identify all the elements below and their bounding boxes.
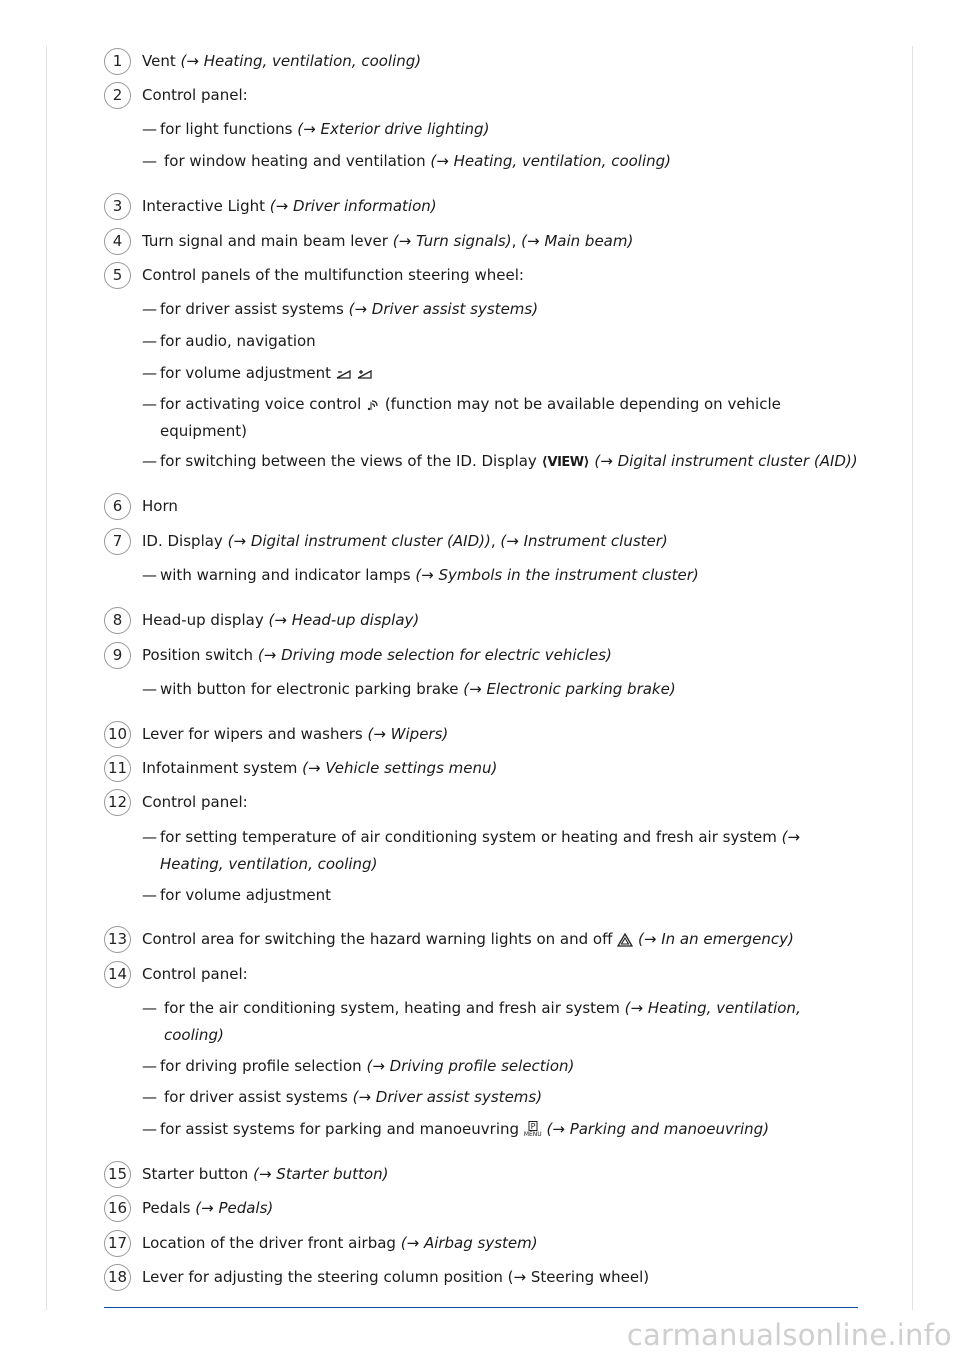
- item-text: Control panel:: [142, 793, 248, 811]
- item-number-badge: 11: [104, 755, 131, 782]
- item-text: Position switch: [142, 646, 254, 664]
- cross-reference[interactable]: (→ Parking and manoeuvring): [546, 1120, 770, 1138]
- item-number-badge: 13: [104, 926, 131, 953]
- parking-menu-icon: P MENU: [523, 1121, 542, 1138]
- item-text: Control area for switching the hazard warning lights on and off: [142, 930, 613, 948]
- item-text: Pedals: [142, 1199, 191, 1217]
- item-text: Head-up display: [142, 611, 264, 629]
- item-number-badge: 8: [104, 607, 131, 634]
- item-text: Control panel:: [142, 965, 248, 983]
- cross-reference[interactable]: (→ Exterior drive lighting): [297, 120, 490, 138]
- cross-reference[interactable]: (→ Driver information): [269, 197, 437, 215]
- cross-reference[interactable]: (→ Main beam): [521, 232, 634, 250]
- hazard-warning-icon: [617, 933, 633, 947]
- cross-reference[interactable]: (→ Steering wheel): [507, 1268, 650, 1286]
- cross-reference[interactable]: (→ Symbols in the instrument cluster): [415, 566, 699, 584]
- cross-reference[interactable]: (→ Driver assist systems): [348, 300, 539, 318]
- sub-item: — for the air conditioning system, heating and fresh air system (→ Heating, ventilation, cooling): [142, 999, 801, 1044]
- left-margin-line: [46, 46, 47, 1310]
- item-text: Lever for adjusting the steering column position: [142, 1268, 503, 1286]
- item-number-badge: 3: [104, 193, 131, 220]
- cross-reference[interactable]: (→ Vehicle settings menu): [302, 759, 498, 777]
- item-text: ID. Display: [142, 532, 223, 550]
- item-number-badge: 14: [104, 961, 131, 988]
- cross-reference[interactable]: (→ Heating, ventilation, cooling): [430, 152, 672, 170]
- volume-up-icon: [357, 368, 373, 380]
- item-text: Starter button: [142, 1165, 249, 1183]
- item-number-badge: 15: [104, 1161, 131, 1188]
- item-text: Vent: [142, 52, 176, 70]
- cross-reference[interactable]: (→ Pedals): [195, 1199, 274, 1217]
- cross-reference[interactable]: (→ Turn signals): [392, 232, 512, 250]
- volume-down-icon: [336, 368, 352, 380]
- cross-reference[interactable]: (→ Instrument cluster): [500, 532, 668, 550]
- svg-text:P: P: [530, 1121, 536, 1131]
- cross-reference[interactable]: (→ Electronic parking brake): [463, 680, 676, 698]
- item-number-badge: 7: [104, 528, 131, 555]
- cross-reference[interactable]: (→ Digital instrument cluster (AID)): [594, 452, 858, 470]
- item-number-badge: 9: [104, 642, 131, 669]
- item-number-badge: 18: [104, 1264, 131, 1291]
- item-number-badge: 12: [104, 789, 131, 816]
- cross-reference[interactable]: (→ Heating, ventilation, cooling): [160, 828, 801, 873]
- item-number-badge: 10: [104, 721, 131, 748]
- cross-reference[interactable]: (→ Heating, ventilation, cooling): [180, 52, 422, 70]
- item-number-badge: 17: [104, 1230, 131, 1257]
- voice-control-icon: [366, 398, 380, 412]
- sub-item: — for setting temperature of air conditioning system or heating and fresh air system (→ Heating, ventilation, cooling): [142, 828, 801, 873]
- item-text: Lever for wipers and washers: [142, 725, 363, 743]
- right-margin-line: [912, 46, 913, 1310]
- cross-reference[interactable]: (→ Driver assist systems): [352, 1088, 543, 1106]
- item-text: Control panel:: [142, 86, 248, 104]
- cross-reference[interactable]: (→ In an emergency): [637, 930, 794, 948]
- item-number-badge: 16: [104, 1195, 131, 1222]
- item-number-badge: 2: [104, 82, 131, 109]
- cross-reference[interactable]: (→ Wipers): [367, 725, 449, 743]
- cross-reference[interactable]: (→ Digital instrument cluster (AID)): [227, 532, 491, 550]
- view-key-icon: ⟨VIEW⟩: [541, 455, 590, 470]
- item-number-badge: 5: [104, 262, 131, 289]
- item-text: Horn: [142, 497, 178, 515]
- cross-reference[interactable]: (→ Driving mode selection for electric vehicles): [257, 646, 612, 664]
- item-number-badge: 6: [104, 493, 131, 520]
- item-number-badge: 1: [104, 48, 131, 75]
- cross-reference[interactable]: (→ Head-up display): [268, 611, 420, 629]
- cross-reference[interactable]: (→ Airbag system): [400, 1234, 538, 1252]
- cross-reference[interactable]: (→ Heating, ventilation, cooling): [164, 999, 801, 1044]
- item-text: Interactive Light: [142, 197, 266, 215]
- item-text: Infotainment system: [142, 759, 298, 777]
- item-text: Location of the driver front airbag: [142, 1234, 396, 1252]
- cross-reference[interactable]: (→ Starter button): [253, 1165, 389, 1183]
- watermark: carmanualsonline.info: [626, 1318, 952, 1352]
- item-number-badge: 4: [104, 228, 131, 255]
- item-text: Control panels of the multifunction steering wheel:: [142, 266, 524, 284]
- item-text: Turn signal and main beam lever: [142, 232, 388, 250]
- sub-item: — for activating voice control (function may not be available depending on vehicle equipment): [142, 395, 781, 440]
- cross-reference[interactable]: (→ Driving profile selection): [366, 1057, 575, 1075]
- bottom-rule: [104, 1307, 858, 1308]
